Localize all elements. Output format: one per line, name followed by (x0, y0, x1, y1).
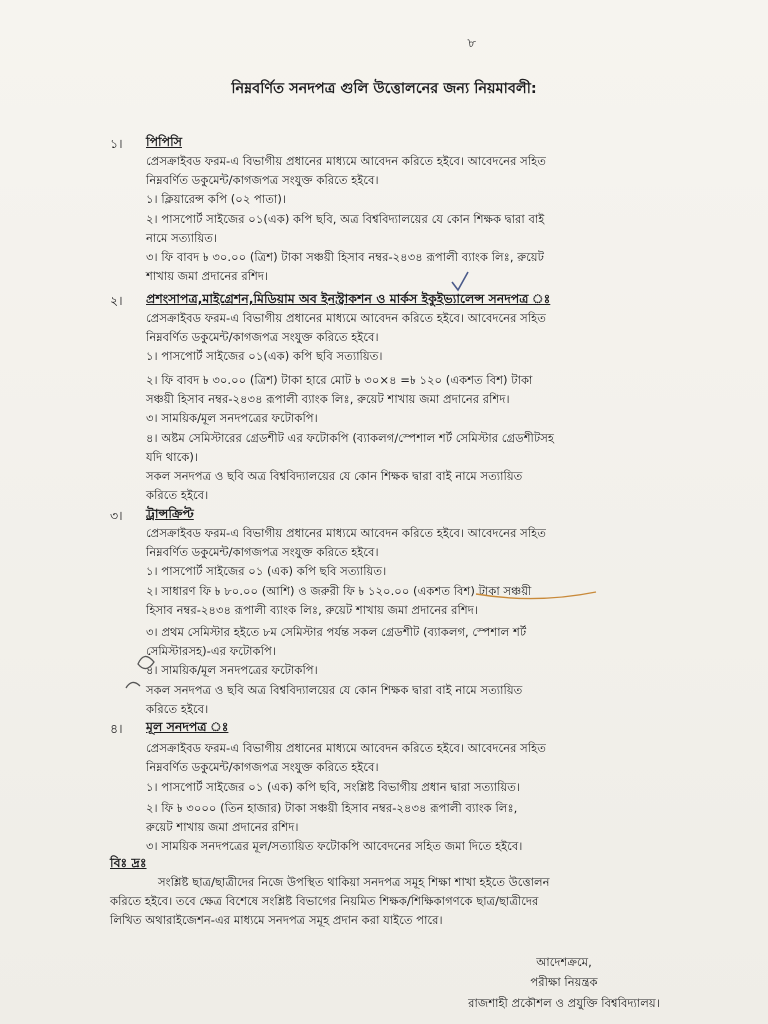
section-line: ১। পাসপোর্ট সাইজের ০১(এক) কপি ছবি সত্যায়িত। (146, 349, 383, 363)
section-number: ১। (110, 136, 123, 151)
section-line: করিতে হইবে। (146, 488, 209, 502)
signature-line: আদেশক্রমে, (536, 955, 592, 969)
section-line: ৪। সাময়িক/মূল সনদপত্রের ফটোকপি। (146, 663, 318, 677)
section-line: যদি থাকে)। (146, 450, 199, 464)
section-number: ২। (110, 293, 123, 308)
section-line: নিম্নবর্ণিত ডকুমেন্ট/কাগজপত্র সংযুক্ত করিতে হইবে। (146, 173, 379, 187)
section-line: ৩। সাময়িক সনদপত্রের মূল/সত্যায়িত ফটোকপি আবেদনের সহিত জমা দিতে হইবে। (146, 839, 523, 853)
section-line: প্রেসক্রাইবড ফরম-এ বিভাগীয় প্রধানের মাধ্যমে আবেদন করিতে হইবে। আবেদনের সহিত (146, 741, 546, 755)
section-line: ২। সাধারণ ফি ৳ ৮০.০০ (আশি) ও জরুরী ফি ৳ ১২০.০০ (একশত বিশ) টাকা সঞ্চয়ী (146, 584, 532, 598)
section-line: ৩। প্রথম সেমিস্টার হইতে ৮ম সেমিস্টার পর্যন্ত সকল গ্রেডশীট (ব্যাকলগ, স্পেশাল শর্ট (146, 625, 527, 639)
section-line: নামে সত্যায়িত। (146, 231, 218, 245)
pen-mark (126, 682, 140, 688)
section-heading: মূল সনদপত্র ঃ (146, 719, 229, 734)
section-line: ২। পাসপোর্ট সাইজের ০১(এক) কপি ছবি, অত্র বিশ্ববিদ্যালয়ের যে কোন শিক্ষক দ্বারা বাই (146, 212, 545, 226)
section-line: ১। ক্লিয়ারেন্স কপি (০২ পাতা)। (146, 192, 287, 206)
nb-heading: বিঃ দ্রঃ (110, 855, 147, 870)
signature-line: রাজশাহী প্রকৌশল ও প্রযুক্তি বিশ্ববিদ্যালয়। (468, 996, 660, 1010)
section-line: প্রেসক্রাইবড ফরম-এ বিভাগীয় প্রধানের মাধ্যমে আবেদন করিতে হইবে। আবেদনের সহিত (146, 154, 546, 168)
section-line: নিম্নবর্ণিত ডকুমেন্ট/কাগজপত্র সংযুক্ত করিতে হইবে। (146, 760, 379, 774)
section-line: ৪। অষ্টম সেমিস্টারের গ্রেডশীট এর ফটোকপি (ব্যাকলগ/স্পেশাল শর্ট সেমিস্টার গ্রেডশীটসহ (146, 431, 554, 445)
section-line: হিসাব নম্বর-২৪৩৪ রূপালী ব্যাংক লিঃ, রুয়েট শাখায় জমা প্রদানের রশিদ। (146, 603, 478, 617)
section-heading: প্রশংসাপত্র,মাইগ্রেশন,মিডিয়াম অব ইনস্ট্রাকশন ও মার্কস ইকুইভ্যালেন্স সনদপত্র ঃ (146, 291, 551, 306)
section-line: ৩। ফি বাবদ ৳ ৩০.০০ (ত্রিশ) টাকা সঞ্চয়ী হিসাব নম্বর-২৪৩৪ রূপালী ব্যাংক লিঃ, রুয়েট (146, 250, 544, 264)
checkmark-icon (452, 272, 468, 290)
section-number: ৩। (110, 508, 123, 523)
section-heading: ট্রান্সক্রিপ্ট (146, 506, 194, 521)
section-line: প্রেসক্রাইবড ফরম-এ বিভাগীয় প্রধানের মাধ্যমে আবেদন করিতে হইবে। আবেদনের সহিত (146, 526, 546, 540)
section-line: সকল সনদপত্র ও ছবি অত্র বিশ্ববিদ্যালয়ের যে কোন শিক্ষক দ্বারা বাই নামে সত্যায়িত (146, 469, 523, 483)
section-line: সেমিস্টারসহ)-এর ফটোকপি। (146, 644, 276, 658)
section-line: সকল সনদপত্র ও ছবি অত্র বিশ্ববিদ্যালয়ের যে কোন শিক্ষক দ্বারা বাই নামে সত্যায়িত (146, 683, 523, 697)
section-line: প্রেসক্রাইবড ফরম-এ বিভাগীয় প্রধানের মাধ্যমে আবেদন করিতে হইবে। আবেদনের সহিত (146, 311, 546, 325)
nb-line: লিখিত অথারাইজেশন-এর মাধ্যমে সনদপত্র সমূহ প্রদান করা যাইতে পারে। (110, 913, 443, 927)
section-line: নিম্নবর্ণিত ডকুমেন্ট/কাগজপত্র সংযুক্ত করিতে হইবে। (146, 330, 379, 344)
section-number: ৪। (110, 721, 123, 736)
section-line: ২। ফি বাবদ ৳ ৩০.০০ (ত্রিশ) টাকা হারে মোট ৳ ৩০×৪ =৳ ১২০ (একশত বিশ) টাকা (146, 373, 533, 387)
signature-line: পরীক্ষা নিয়ন্ত্রক (530, 975, 598, 989)
section-line: ১। পাসপোর্ট সাইজের ০১ (এক) কপি ছবি, সংশ্লিষ্ট বিভাগীয় প্রধান দ্বারা সত্যায়িত। (146, 780, 521, 794)
handwritten-page-number: ৮ (466, 35, 478, 52)
section-line: ৩। সাময়িক/মূল সনদপত্রের ফটোকপি। (146, 411, 318, 425)
nb-line: করিতে হইবে। তবে ক্ষেত্র বিশেষে সংশ্লিষ্ট বিভাগের নিয়মিত শিক্ষক/শিক্ষিকাগণকে ছাত্র/ছাত্রীদের (110, 894, 539, 908)
nb-line: সংশ্লিষ্ট ছাত্র/ছাত্রীদের নিজে উপস্থিত থাকিয়া সনদপত্র সমূহ শিক্ষা শাখা হইতে উত্তোলন (158, 875, 550, 889)
section-line: রুয়েট শাখায় জমা প্রদানের রশিদ। (146, 820, 299, 834)
section-line: ২। ফি ৳ ৩০০০ (তিন হাজার) টাকা সঞ্চয়ী হিসাব নম্বর-২৪৩৪ রূপালী ব্যাংক লিঃ, (146, 801, 518, 815)
section-line: করিতে হইবে। (146, 702, 209, 716)
section-heading: পিপিসি (146, 134, 182, 149)
document-title: নিম্নবর্ণিত সনদপত্র গুলি উত্তোলনের জন্য নিয়মাবলী: (231, 81, 537, 97)
section-line: শাখায় জমা প্রদানের রশিদ। (146, 269, 269, 283)
section-line: নিম্নবর্ণিত ডকুমেন্ট/কাগজপত্র সংযুক্ত করিতে হইবে। (146, 545, 379, 559)
section-line: সঞ্চয়ী হিসাব নম্বর-২৪৩৪ রূপালী ব্যাংক লিঃ, রুয়েট শাখায় জমা প্রদানের রশিদ। (146, 392, 510, 406)
section-line: ১। পাসপোর্ট সাইজের ০১ (এক) কপি ছবি সত্যায়িত। (146, 564, 387, 578)
